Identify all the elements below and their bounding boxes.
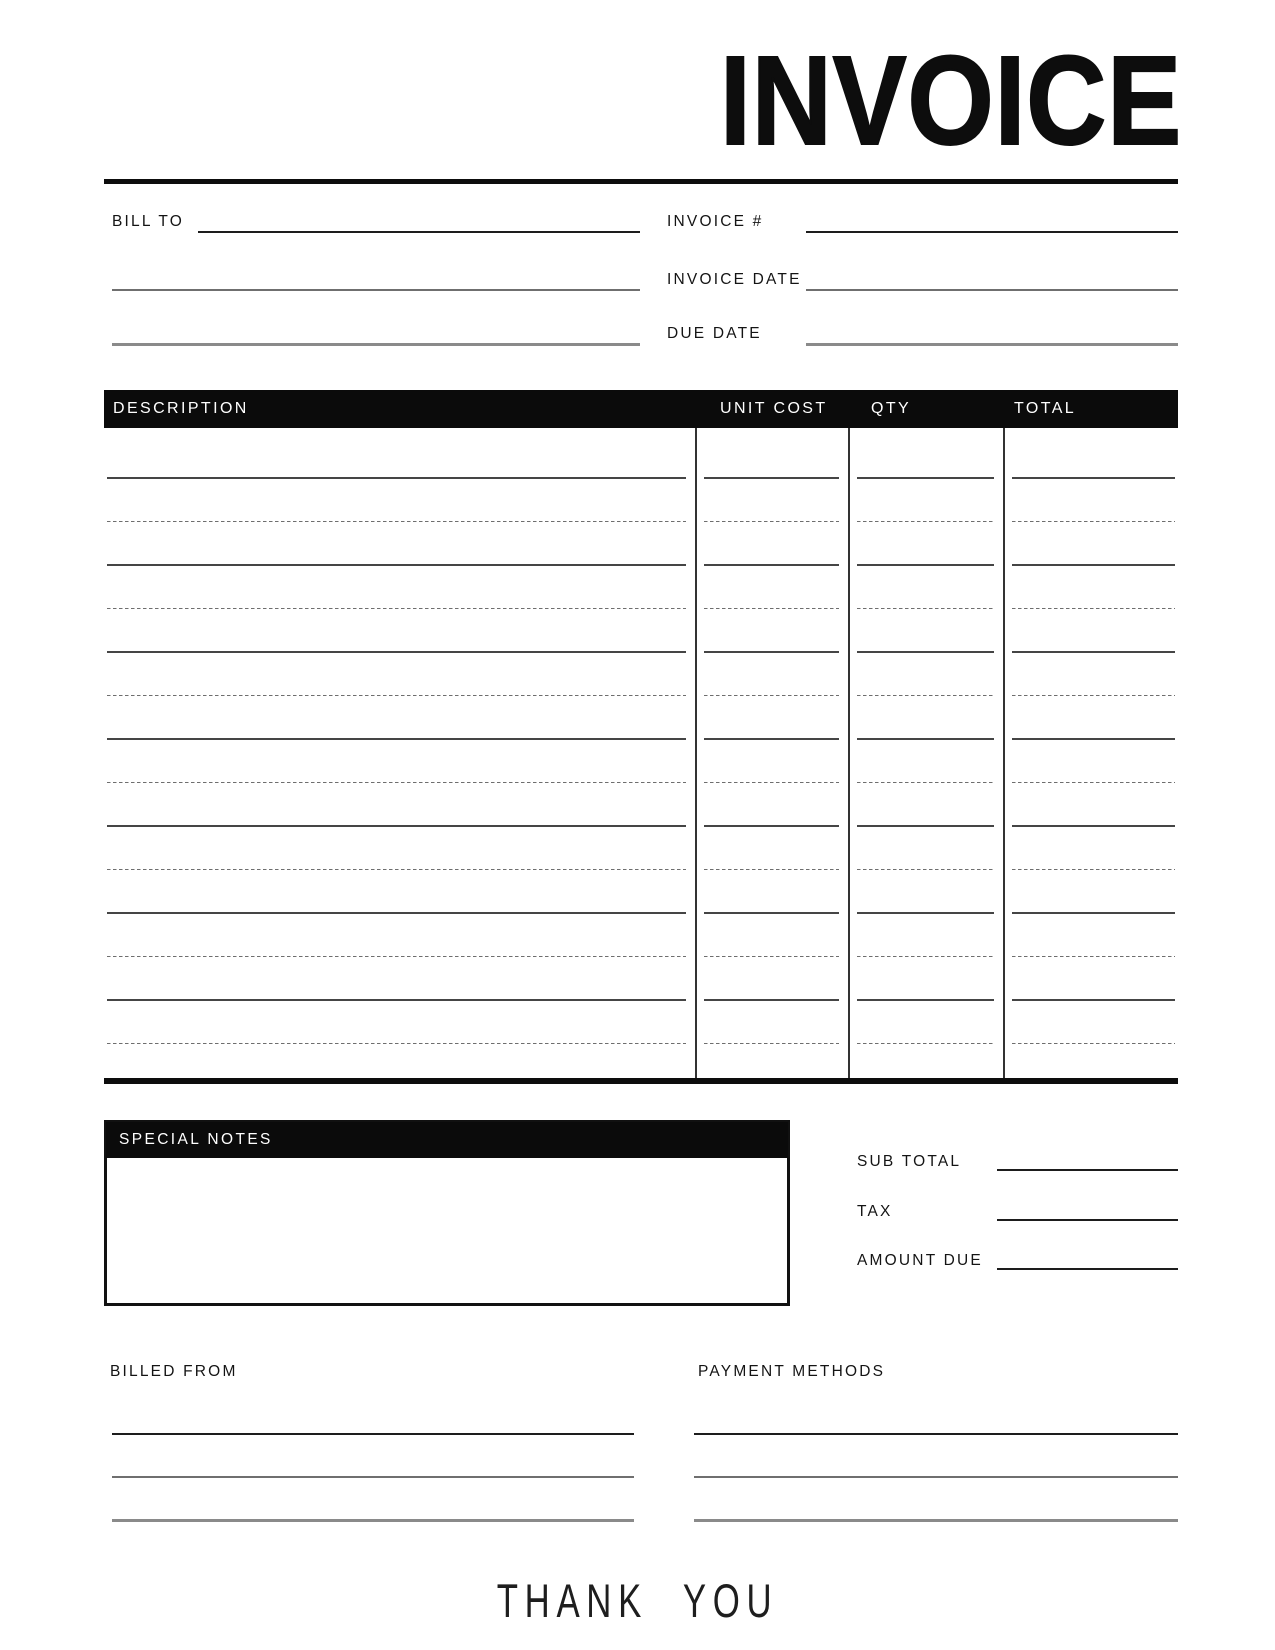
invoice-date-input-line[interactable] <box>806 289 1178 291</box>
item-description-input-line[interactable] <box>107 869 686 871</box>
item-total-input-line[interactable] <box>1012 608 1175 610</box>
item-qty-input-line[interactable] <box>857 956 994 958</box>
page-title: INVOICE <box>719 30 1182 171</box>
item-unit-cost-input-line[interactable] <box>704 695 839 697</box>
item-total-input-line[interactable] <box>1012 477 1175 479</box>
billed-from-label: BILLED FROM <box>110 1363 238 1380</box>
item-description-input-line[interactable] <box>107 825 686 827</box>
thank-you-text: THANK YOU <box>496 1574 779 1627</box>
item-qty-input-line[interactable] <box>857 477 994 479</box>
item-unit-cost-input-line[interactable] <box>704 999 839 1001</box>
bill-to-label: BILL TO <box>112 213 184 230</box>
item-qty-input-line[interactable] <box>857 651 994 653</box>
item-description-input-line[interactable] <box>107 651 686 653</box>
item-description-input-line[interactable] <box>107 608 686 610</box>
item-qty-input-line[interactable] <box>857 782 994 784</box>
invoice-number-label: INVOICE # <box>667 213 764 230</box>
sub-total-label: SUB TOTAL <box>857 1153 962 1170</box>
item-description-input-line[interactable] <box>107 782 686 784</box>
column-divider-3 <box>1003 428 1005 1078</box>
item-description-input-line[interactable] <box>107 738 686 740</box>
item-unit-cost-input-line[interactable] <box>704 521 839 523</box>
item-unit-cost-input-line[interactable] <box>704 477 839 479</box>
payment-methods-input-line-3[interactable] <box>694 1519 1178 1522</box>
item-qty-input-line[interactable] <box>857 564 994 566</box>
bill-to-input-line-3[interactable] <box>112 343 640 346</box>
item-description-input-line[interactable] <box>107 521 686 523</box>
item-unit-cost-input-line[interactable] <box>704 651 839 653</box>
item-total-input-line[interactable] <box>1012 956 1175 958</box>
due-date-input-line[interactable] <box>806 343 1178 346</box>
billed-from-input-line-2[interactable] <box>112 1476 634 1478</box>
special-notes-input[interactable] <box>107 1159 787 1303</box>
amount-due-input-line[interactable] <box>997 1268 1178 1270</box>
table-bottom-divider <box>104 1078 1178 1084</box>
item-qty-input-line[interactable] <box>857 912 994 914</box>
item-total-input-line[interactable] <box>1012 738 1175 740</box>
bill-to-input-line-1[interactable] <box>198 231 640 233</box>
item-total-input-line[interactable] <box>1012 521 1175 523</box>
item-total-input-line[interactable] <box>1012 1043 1175 1045</box>
item-unit-cost-input-line[interactable] <box>704 738 839 740</box>
title-divider <box>104 179 1178 184</box>
item-total-input-line[interactable] <box>1012 999 1175 1001</box>
tax-input-line[interactable] <box>997 1219 1178 1221</box>
payment-methods-label: PAYMENT METHODS <box>698 1363 886 1380</box>
item-qty-input-line[interactable] <box>857 999 994 1001</box>
items-table-header <box>104 390 1178 428</box>
item-total-input-line[interactable] <box>1012 651 1175 653</box>
item-unit-cost-input-line[interactable] <box>704 608 839 610</box>
item-total-input-line[interactable] <box>1012 695 1175 697</box>
item-unit-cost-input-line[interactable] <box>704 825 839 827</box>
item-description-input-line[interactable] <box>107 477 686 479</box>
item-unit-cost-input-line[interactable] <box>704 782 839 784</box>
items-table-body <box>104 428 1178 1078</box>
tax-label: TAX <box>857 1203 893 1220</box>
billed-from-input-line-1[interactable] <box>112 1433 634 1435</box>
item-qty-input-line[interactable] <box>857 521 994 523</box>
item-description-input-line[interactable] <box>107 912 686 914</box>
item-qty-input-line[interactable] <box>857 608 994 610</box>
due-date-label: DUE DATE <box>667 325 762 342</box>
item-qty-input-line[interactable] <box>857 738 994 740</box>
item-unit-cost-input-line[interactable] <box>704 869 839 871</box>
special-notes-header <box>106 1122 788 1158</box>
item-description-input-line[interactable] <box>107 956 686 958</box>
item-description-input-line[interactable] <box>107 564 686 566</box>
item-total-input-line[interactable] <box>1012 782 1175 784</box>
item-unit-cost-input-line[interactable] <box>704 912 839 914</box>
item-unit-cost-input-line[interactable] <box>704 1043 839 1045</box>
item-total-input-line[interactable] <box>1012 825 1175 827</box>
item-total-input-line[interactable] <box>1012 564 1175 566</box>
amount-due-label: AMOUNT DUE <box>857 1252 983 1269</box>
column-divider-1 <box>695 428 697 1078</box>
bill-to-input-line-2[interactable] <box>112 289 640 291</box>
item-unit-cost-input-line[interactable] <box>704 956 839 958</box>
special-notes-label: SPECIAL NOTES <box>119 1131 273 1148</box>
invoice-date-label: INVOICE DATE <box>667 271 802 288</box>
item-total-input-line[interactable] <box>1012 869 1175 871</box>
item-qty-input-line[interactable] <box>857 869 994 871</box>
column-header-unit-cost: UNIT COST <box>720 400 828 417</box>
column-header-qty: QTY <box>871 400 912 417</box>
payment-methods-input-line-2[interactable] <box>694 1476 1178 1478</box>
sub-total-input-line[interactable] <box>997 1169 1178 1171</box>
item-description-input-line[interactable] <box>107 695 686 697</box>
item-qty-input-line[interactable] <box>857 695 994 697</box>
item-qty-input-line[interactable] <box>857 825 994 827</box>
item-unit-cost-input-line[interactable] <box>704 564 839 566</box>
column-header-total: TOTAL <box>1014 400 1077 417</box>
item-description-input-line[interactable] <box>107 999 686 1001</box>
special-notes-box <box>104 1120 790 1306</box>
item-total-input-line[interactable] <box>1012 912 1175 914</box>
column-divider-2 <box>848 428 850 1078</box>
item-qty-input-line[interactable] <box>857 1043 994 1045</box>
invoice-number-input-line[interactable] <box>806 231 1178 233</box>
payment-methods-input-line-1[interactable] <box>694 1433 1178 1435</box>
item-description-input-line[interactable] <box>107 1043 686 1045</box>
column-header-description: DESCRIPTION <box>113 400 249 417</box>
billed-from-input-line-3[interactable] <box>112 1519 634 1522</box>
